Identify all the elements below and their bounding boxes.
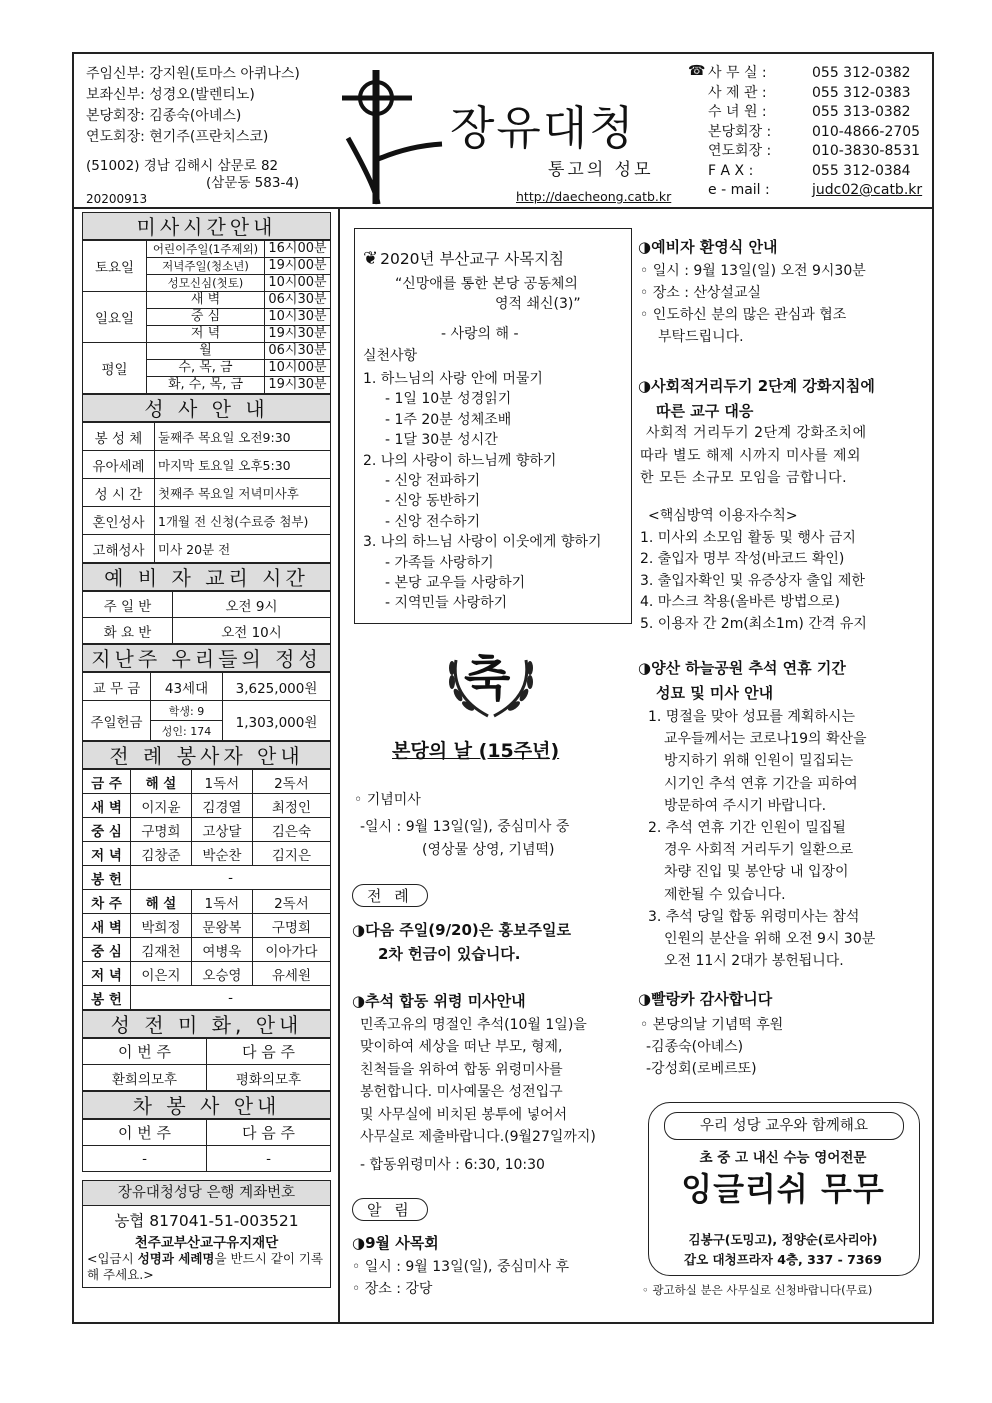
- mass-name: 저녁주일(청소년): [147, 258, 265, 275]
- liturgy-header: 2독서: [252, 890, 330, 914]
- mass-day: 일요일: [83, 292, 147, 343]
- welcome-title: ◑예비자 환영식 안내: [638, 238, 778, 256]
- rule-item: 3. 출입자확인 및 유증상자 출입 제한: [640, 572, 865, 589]
- rule-item: 5. 이용자 간 2m(최소1m) 간격 유지: [640, 615, 867, 632]
- email-link[interactable]: judc02@catb.kr: [812, 182, 923, 198]
- liturgy-cell: 김창준: [131, 842, 192, 866]
- mass-day: 평일: [83, 343, 147, 394]
- liturgy-cell: 이아가다: [252, 938, 330, 962]
- altar-table: [82, 1038, 331, 1091]
- liturgy-cell: 김경열: [191, 794, 252, 818]
- sacrament-name: 성 시 간: [83, 479, 155, 507]
- liturgy-cell: 김은숙: [252, 818, 330, 842]
- celebration-line: -일시 : 9월 13일(일), 중심미사 중: [360, 819, 570, 835]
- mass-name: 새 벽: [147, 292, 265, 309]
- class-time: 오전 9시: [173, 592, 331, 618]
- liturgy-cell: 오승영: [191, 962, 252, 986]
- driver-value: -: [83, 1146, 207, 1172]
- guideline-item: 2. 나의 사랑이 하느님께 향하기: [363, 452, 557, 469]
- offering-amount: 1,303,000원: [223, 701, 331, 741]
- liturgy-mass: 중 심: [83, 938, 131, 962]
- clergy-list: [86, 64, 300, 148]
- memorial-line: 민족고유의 명절인 추석(10월 1일)을: [360, 1017, 587, 1033]
- bank-holder: 천주교부산교구유지재단: [134, 1235, 279, 1251]
- liturgy-cell: 김재천: [131, 938, 192, 962]
- cemetery-title-line: ◑양산 하늘공원 추석 연휴 기간: [638, 659, 846, 677]
- contact-value: 055 312-0383: [812, 84, 911, 101]
- memorial-line: 및 사무실에 비치된 봉투에 넣어서: [360, 1106, 568, 1123]
- distancing-title: [638, 374, 875, 424]
- thanks-name: -김종숙(아녜스): [646, 1039, 744, 1055]
- left-column: [82, 212, 331, 1288]
- guideline-item: 1. 하느님의 사랑 안에 머물기: [363, 371, 543, 387]
- class-time: 오전 10시: [173, 618, 331, 644]
- liturgy-cell: 문왕복: [191, 914, 252, 938]
- bank-note-bold: 성명과 세례명: [137, 1251, 215, 1266]
- offering-label: 주일헌금: [83, 701, 151, 741]
- offering-label: 교 무 금: [83, 673, 151, 701]
- liturgy-mass: 봉 헌: [83, 986, 131, 1010]
- offering-adults: 성인: 174: [151, 721, 223, 741]
- bank-note-pre: <입금시: [87, 1251, 138, 1266]
- liturgy-mass: 저 녁: [83, 962, 131, 986]
- memorial-line: 사무실로 제출바랍니다.(9월27일까지): [360, 1129, 596, 1146]
- rules-title: <핵심방역 이용자수칙>: [648, 508, 798, 524]
- offering-title: 지난주 우리들의 정성: [82, 644, 331, 672]
- mass-times-title: 미사시간안내: [82, 212, 331, 240]
- bank-box: [82, 1206, 331, 1288]
- mass-name: 중 심: [147, 309, 265, 326]
- contact-label: 사 무 실 :: [708, 65, 767, 81]
- liturgy-cell: 박희정: [131, 914, 192, 938]
- cross-logo-icon: [338, 68, 448, 208]
- issue-number: 20200913: [86, 192, 148, 206]
- liturgy-title: 전 례 봉사자 안내: [82, 741, 331, 769]
- sacrament-info: 1개월 전 신청(수료증 첨부): [155, 507, 331, 535]
- cemetery-line: 경우 사회적 거리두기 일환으로: [664, 842, 854, 859]
- contact-list: [708, 64, 922, 201]
- meeting-line: ◦ 일시 : 9월 13일(일), 중심미사 후: [352, 1259, 570, 1275]
- liturgy-cell: 고상달: [191, 818, 252, 842]
- distancing-line: 한 모든 소규모 모임을 금합니다.: [640, 470, 848, 486]
- guideline-subitem: - 지역민들 사랑하기: [385, 595, 508, 612]
- website-link[interactable]: http://daecheong.catb.kr: [516, 189, 672, 204]
- sacrament-name: 혼인성사: [83, 507, 155, 535]
- guideline-box: [354, 228, 632, 624]
- guideline-title: 2020년 부산교구 사목지침: [380, 250, 565, 268]
- cemetery-line: 2. 추석 연휴 기간 인원이 밀집될: [648, 820, 846, 837]
- mass-name: 화, 수, 목, 금: [147, 377, 265, 394]
- contact-row: [708, 162, 922, 182]
- class-name: 주 일 반: [83, 592, 173, 618]
- liturgy-header: 금 주: [83, 770, 131, 794]
- sacrament-title: 성 사 안 내: [82, 394, 331, 422]
- sacrament-info: 마지막 토요일 오후5:30: [155, 451, 331, 479]
- guideline-subitem: - 1주 20분 성체조배: [385, 411, 512, 428]
- prevention-rules: [640, 506, 867, 635]
- contact-row: [708, 123, 922, 143]
- liturgy-cell: 박순찬: [191, 842, 252, 866]
- distancing-body: [640, 422, 867, 490]
- driver-header: 다 음 주: [207, 1120, 331, 1146]
- second-collection-notice: [352, 918, 571, 966]
- liturgy-header: 2독서: [252, 770, 330, 794]
- driver-table: [82, 1119, 331, 1172]
- liturgy-cell: -: [131, 986, 331, 1010]
- bulletin-subtitle: 통고의 성모: [548, 160, 654, 180]
- memorial-body: [360, 1014, 596, 1177]
- clergy-district-president: 연도회장: 현기주(프란치스코): [86, 129, 269, 145]
- guideline-subitem: - 신앙 동반하기: [385, 493, 481, 510]
- guideline-subitem: - 신앙 전파하기: [385, 473, 481, 490]
- liturgy-cell: 김지은: [252, 842, 330, 866]
- guideline-subitem: - 본당 교우들 사랑하기: [385, 575, 526, 592]
- ad-name: 잉글리쉬 무무: [681, 1170, 885, 1208]
- liturgy-cell: 구명희: [131, 818, 192, 842]
- guideline-subitem: - 1달 30분 성시간: [385, 432, 498, 449]
- celebration-line: ◦ 기념미사: [354, 792, 421, 808]
- guideline-list: [363, 369, 601, 614]
- liturgy-cell: 이은지: [131, 962, 192, 986]
- class-name: 화 요 반: [83, 618, 173, 644]
- bank-account: 농협 817041-51-003521: [114, 1212, 299, 1230]
- liturgy-mass: 새 벽: [83, 794, 131, 818]
- celebration-line: (영상물 상영, 기념떡): [422, 842, 555, 858]
- guideline-subitem: - 신앙 전수하기: [385, 513, 481, 530]
- thanks-title: ◑빨랑카 감사합니다: [638, 990, 773, 1008]
- celebration-emblem: 축: [464, 651, 511, 707]
- sacrament-info: 첫째주 목요일 저녁미사후: [155, 479, 331, 507]
- bank-note-post: 을 반드시 같이 기록해 주세요.>: [87, 1251, 324, 1282]
- clergy-assistant: 보좌신부: 성경오(발렌티노): [86, 87, 255, 103]
- altar-title: 성 전 미 화, 안내: [82, 1010, 331, 1038]
- cemetery-title: [638, 656, 846, 706]
- welcome-line: ◦ 일시 : 9월 13일(일) 오전 9시30분: [640, 263, 866, 279]
- mass-time: 10시30분: [265, 309, 331, 326]
- cemetery-line: 3. 추석 당일 합동 위령미사는 참석: [648, 908, 860, 925]
- contact-row: [708, 181, 922, 201]
- cemetery-line: 오전 11시 2대가 봉헌됩니다.: [664, 953, 844, 970]
- notice-line: ◑다음 주일(9/20)은 홍보주일로: [352, 921, 571, 939]
- announce-tag: [352, 1198, 428, 1221]
- memorial-line: 맞이하여 세상을 떠난 부모, 형제,: [360, 1039, 563, 1056]
- mass-time: 19시30분: [265, 377, 331, 394]
- announce-tag-label: 알 림: [352, 1198, 428, 1221]
- cemetery-line: 제한될 수 있습니다.: [664, 886, 786, 903]
- liturgy-cell: 유세원: [252, 962, 330, 986]
- liturgy-tag: [352, 884, 428, 907]
- sacrament-name: 고해성사: [83, 535, 155, 563]
- rule-item: 1. 미사외 소모임 활동 및 행사 금지: [640, 529, 856, 546]
- header-divider: [72, 207, 934, 209]
- mass-time: 19시00분: [265, 258, 331, 275]
- catechumen-table: [82, 591, 331, 644]
- guideline-subitem: - 1일 10분 성경읽기: [385, 391, 512, 408]
- memorial-line: 봉헌합니다. 미사예물은 성전입구: [360, 1084, 563, 1101]
- liturgy-cell: 최정인: [252, 794, 330, 818]
- sacrament-name: 봉 성 체: [83, 423, 155, 451]
- contact-row: [708, 103, 922, 123]
- cemetery-line: 방문하여 주시기 바랍니다.: [664, 797, 827, 814]
- rule-item: 4. 마스크 착용(올바른 방법으로): [640, 594, 840, 610]
- distancing-title-line: 따른 교구 대응: [656, 402, 754, 420]
- ad-tagline: 초 중 고 내신 수능 영어전문: [699, 1150, 867, 1166]
- guideline-item: 3. 나의 하느님 사랑이 이웃에게 향하기: [363, 534, 602, 551]
- altar-header: 이 번 주: [83, 1039, 207, 1065]
- driver-value: -: [207, 1146, 331, 1172]
- cemetery-line: 시기인 추석 연휴 기간을 피하여: [664, 775, 858, 792]
- bulletin-title: 장유대청: [450, 101, 636, 155]
- contact-value: 010-3830-8531: [812, 143, 921, 159]
- cemetery-body: [648, 706, 875, 972]
- cemetery-line: 차량 진입 및 봉안당 내 입장이: [664, 864, 849, 881]
- liturgy-header: 차 주: [83, 890, 131, 914]
- cemetery-line: 1. 명절을 맞아 성묘를 계획하시는: [648, 709, 855, 725]
- liturgy-mass: 저 녁: [83, 842, 131, 866]
- memorial-title: ◑추석 합동 위령 미사안내: [352, 992, 526, 1010]
- mass-times-table: [82, 240, 331, 394]
- practice-label: 실천사항: [363, 348, 418, 364]
- cemetery-line: 인원의 분산을 위해 오전 9시 30분: [664, 931, 876, 948]
- address: [86, 158, 299, 192]
- welcome-line: ◦ 장소 : 산상설교실: [640, 285, 761, 301]
- guideline-header: [363, 247, 564, 269]
- mass-time: 19시30분: [265, 326, 331, 343]
- cemetery-line: 교우들께서는 코로나19의 확산을: [664, 731, 867, 748]
- bank-note: [87, 1251, 326, 1283]
- contact-label: 사 제 관 :: [708, 84, 767, 101]
- column-divider: [338, 207, 340, 1324]
- liturgy-mass: 새 벽: [83, 914, 131, 938]
- address-line1: (51002) 경남 김해시 삼문로 82: [86, 158, 279, 174]
- liturgy-header: 1독서: [191, 890, 252, 914]
- phone-icon: ☎: [688, 63, 706, 79]
- memorial-times: - 합동위령미사 : 6:30, 10:30: [360, 1157, 545, 1174]
- meeting-line: ◦ 장소 : 강당: [352, 1281, 433, 1297]
- distancing-line: 따라 별도 해제 시까지 미사를 제외: [640, 447, 862, 464]
- contact-row: [708, 142, 922, 162]
- contact-value: 055 312-0384: [812, 162, 911, 179]
- meeting-details: [352, 1256, 569, 1300]
- liturgy-cell: 구명희: [252, 914, 330, 938]
- guideline-subtitle1: “신망애를 통한 본당 공동체의: [395, 276, 578, 292]
- guideline-theme: - 사랑의 해 -: [441, 326, 519, 342]
- altar-header: 다 음 주: [207, 1039, 331, 1065]
- contact-value: 010-4866-2705: [812, 123, 921, 140]
- address-line2: (삼문동 583-4): [206, 175, 300, 191]
- contact-label: 본당회장 :: [708, 123, 772, 140]
- clergy-pastor: 주임신부: 강지원(토마스 아퀴나스): [86, 66, 300, 82]
- guideline-subtitle2: 영적 쇄신(3)”: [495, 296, 581, 312]
- liturgy-tag-label: 전 례: [352, 884, 428, 907]
- mass-name: 어린이주일(1주제외): [147, 241, 265, 258]
- clergy-parish-president: 본당회장: 김종숙(아녜스): [86, 108, 242, 124]
- ad-banner: 우리 성당 교우와 함께해요: [664, 1112, 904, 1140]
- driver-header: 이 번 주: [83, 1120, 207, 1146]
- contact-label: 연도회장 :: [708, 143, 772, 159]
- meeting-title: ◑9월 사목회: [352, 1234, 439, 1252]
- contact-row: [708, 84, 922, 104]
- mass-time: 16시00분: [265, 241, 331, 258]
- ad-owners: 김봉구(도밍고), 정양순(로사리아): [688, 1232, 878, 1247]
- thanks-sub: ◦ 본당의날 기념떡 후원: [640, 1017, 784, 1033]
- sacrament-info: 미사 20분 전: [155, 535, 331, 563]
- contact-value: 055 313-0382: [812, 104, 911, 120]
- notice-line: 2차 헌금이 있습니다.: [378, 945, 521, 963]
- liturgy-mass: 중 심: [83, 818, 131, 842]
- contact-row: [708, 64, 922, 84]
- sacrament-table: [82, 422, 331, 563]
- contact-label: e - mail :: [708, 182, 770, 198]
- distancing-title-line: ◑사회적거리두기 2단계 강화지침에: [638, 377, 875, 395]
- ad-address: 갑오 대청프라자 4층, 337 - 7369: [684, 1252, 882, 1267]
- mass-time: 10시00분: [265, 275, 331, 292]
- liturgy-table-this-week: [82, 769, 331, 1010]
- liturgy-cell: -: [131, 866, 331, 890]
- mass-name: 수, 목, 금: [147, 360, 265, 377]
- welcome-details: [640, 260, 866, 348]
- ad-footnote: ◦ 광고하실 분은 사무실로 신청바랍니다(무료): [642, 1283, 873, 1297]
- mass-name: 월: [147, 343, 265, 360]
- liturgy-header: 해 설: [131, 890, 192, 914]
- celebration-details: [354, 790, 569, 861]
- offering-amount: 3,625,000원: [223, 673, 331, 701]
- cemetery-title-line: 성묘 및 미사 안내: [656, 684, 774, 702]
- welcome-line: ◦ 인도하신 분의 많은 관심과 협조: [640, 307, 847, 323]
- contact-label: F A X :: [708, 162, 754, 179]
- mass-time: 06시30분: [265, 343, 331, 360]
- offering-table: [82, 672, 331, 741]
- mass-time: 10시00분: [265, 360, 331, 377]
- mass-name: 저 녁: [147, 326, 265, 343]
- liturgy-mass: 봉 헌: [83, 866, 131, 890]
- sacrament-info: 둘째주 목요일 오전9:30: [155, 423, 331, 451]
- mass-time: 06시30분: [265, 292, 331, 309]
- contact-value: 055 312-0382: [812, 65, 911, 81]
- altar-value: 평화의모후: [207, 1065, 331, 1091]
- liturgy-header: 해 설: [131, 770, 192, 794]
- offering-students: 학생: 9: [151, 701, 223, 721]
- mass-day: 토요일: [83, 241, 147, 292]
- mass-name: 성모신심(첫토): [147, 275, 265, 292]
- rule-item: 2. 출입자 명부 작성(바코드 확인): [640, 551, 845, 567]
- contact-label: 수 녀 원 :: [708, 104, 767, 120]
- dove-icon: ❦: [363, 247, 379, 269]
- bank-title: 장유대청성당 은행 계좌번호: [82, 1180, 331, 1206]
- distancing-line: 사회적 거리두기 2단계 강화조치에: [646, 425, 867, 441]
- offering-households: 43세대: [151, 673, 223, 701]
- thanks-name: -강성회(로베르또): [646, 1061, 757, 1077]
- guideline-subitem: - 가족들 사랑하기: [385, 554, 494, 571]
- altar-value: 환희의모후: [83, 1065, 207, 1091]
- sacrament-name: 유아세례: [83, 451, 155, 479]
- thanks-body: [640, 1014, 783, 1080]
- memorial-line: 친척들을 위하여 합동 위령미사를: [360, 1061, 563, 1078]
- welcome-line: 부탁드립니다.: [658, 329, 744, 345]
- catechumen-title: 예 비 자 교리 시간: [82, 563, 331, 591]
- liturgy-cell: 이지윤: [131, 794, 192, 818]
- celebration-title: 본당의 날 (15주년): [392, 740, 560, 762]
- liturgy-header: 1독서: [191, 770, 252, 794]
- cemetery-line: 방지하기 위해 인원이 밀집되는: [664, 753, 854, 770]
- liturgy-cell: 여병욱: [191, 938, 252, 962]
- driver-title: 차 봉 사 안내: [82, 1091, 331, 1119]
